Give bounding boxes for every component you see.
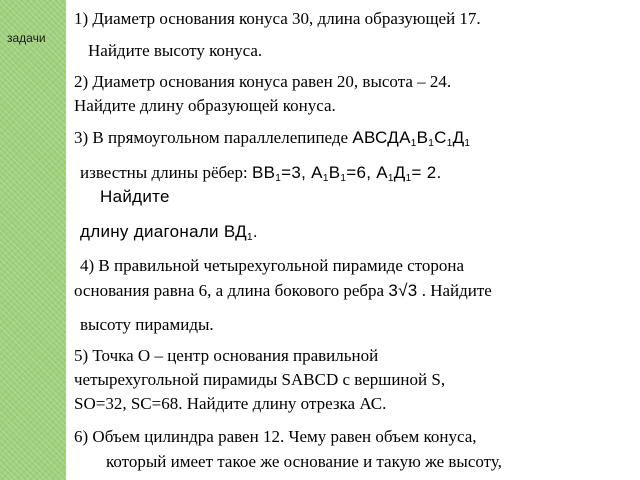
sidebar	[0, 0, 66, 480]
problem-3-intro: 3) В прямоугольном параллелепипеде	[74, 128, 353, 147]
problem-3-find: Найдите	[100, 187, 170, 206]
problem-2-line-2: Найдите длину образующей конуса.	[74, 96, 336, 115]
problem-5-line-1: 5) Точка О – центр основания правильной	[74, 346, 379, 365]
problem-3-period: .	[252, 222, 258, 241]
lateral-edge-value: 3√3	[388, 281, 418, 300]
diagonal-name: $ВД_1$	[223, 222, 253, 243]
problem-5-line-3: SO=32, SC=68. Найдите длину отрезка АС.	[74, 394, 387, 413]
problem-list	[66, 0, 640, 480]
problem-4-line-3: высоту пирамиды.	[80, 315, 214, 334]
problem-3-line-3	[80, 222, 258, 242]
problem-3-diagonal-intro: длину диагонали	[80, 222, 224, 241]
problem-2-line-1: 2) Диаметр основания конуса равен 20, высота – 24.	[74, 72, 452, 91]
problem-6-line-1: 6) Объем цилиндра равен 12. Чему равен объем конуса,	[74, 427, 477, 446]
problem-4-line-1: 4) В правильной четырехугольной пирамиде сторона	[80, 256, 465, 275]
problem-4-line-2	[74, 281, 492, 301]
problem-5-line-2: четырехугольной пирамиды SABCD с вершиной S,	[74, 370, 446, 389]
edge-lengths: $ВВ_1=3$, $А_1В_1=6$, $А_1Д_1= 2$.	[251, 163, 442, 184]
problem-3-line-1	[74, 128, 470, 148]
problem-4-find: . Найдите	[417, 281, 492, 300]
problem-3-line-2	[80, 163, 442, 183]
problem-1-line-1: 1) Диаметр основания конуса 30, длина образующей 17.	[74, 9, 481, 28]
parallelepiped-name: $АВСДА_1В_1С_1Д_1$	[352, 128, 471, 149]
sidebar-label: задачи	[7, 31, 46, 45]
problem-6-line-2: который имеет такое же основание и такую же высоту,	[106, 452, 502, 471]
problem-1-line-2: Найдите высоту конуса.	[88, 41, 263, 60]
problem-3-edges-intro: известны длины рёбер:	[80, 163, 252, 182]
problem-4-text: основания равна 6, а длина бокового ребра	[74, 281, 389, 300]
